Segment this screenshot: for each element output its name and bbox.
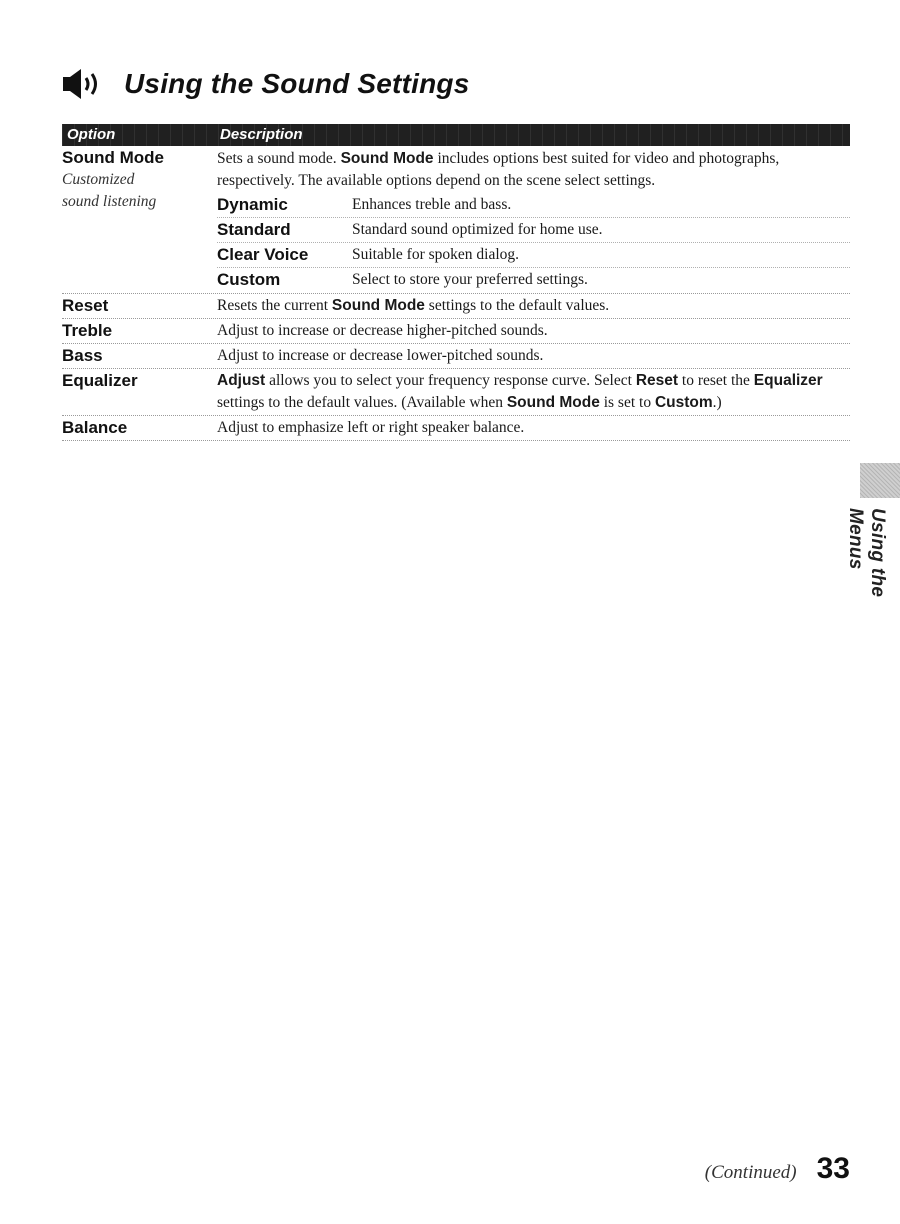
description-text: Adjust to increase or decrease higher-pitched sounds. [217, 322, 548, 339]
sub-option-desc: Standard sound optimized for home use. [352, 221, 603, 238]
option-label: Bass [62, 346, 103, 365]
sub-option-desc: Enhances treble and bass. [352, 196, 512, 213]
keyword: Sound Mode [340, 150, 434, 167]
sub-option-name: Dynamic [217, 195, 288, 214]
description-text: settings to the default values. (Available when [217, 394, 503, 411]
option-label: Sound Mode [62, 148, 164, 167]
option-label: Treble [62, 321, 113, 340]
page-header [62, 64, 469, 104]
description-cell [217, 294, 850, 318]
option-label: Reset [62, 296, 109, 315]
sound-settings-table [62, 124, 850, 441]
description-text: includes options best suited for video and photographs, respectively. The available options depend on the scene select settings. [217, 150, 780, 189]
description-cell [217, 369, 850, 415]
sub-option-name: Clear Voice [217, 245, 309, 264]
header-description: Description [220, 126, 303, 143]
sub-option-name: Custom [217, 270, 281, 289]
table-row-reset [62, 294, 850, 319]
sub-row-clear-voice [217, 242, 850, 267]
description-text: allows you to select your frequency response curve. Select [269, 372, 632, 389]
keyword: Sound Mode [331, 297, 425, 314]
option-label: Equalizer [62, 371, 138, 390]
speaker-icon [62, 66, 104, 102]
description-text: to reset the [681, 372, 750, 389]
page-footer [705, 1152, 850, 1186]
continued-label: (Continued) [704, 1162, 797, 1183]
keyword: Equalizer [753, 372, 823, 389]
description-text: Resets the current [217, 297, 329, 314]
description-cell [217, 319, 850, 343]
description-text: Adjust to emphasize left or right speaker balance. [217, 419, 525, 436]
description-cell [217, 344, 850, 368]
sound-mode-options [217, 193, 850, 292]
table-row-equalizer [62, 369, 850, 416]
page-title: Using the Sound Settings [124, 68, 470, 99]
keyword: Reset [635, 372, 679, 389]
keyword: Custom [654, 394, 713, 411]
description-text: is set to [603, 394, 652, 411]
description-cell [217, 416, 850, 440]
sub-row-custom [217, 267, 850, 292]
header-option: Option [67, 126, 116, 143]
table-row-bass [62, 344, 850, 369]
option-subtitle: Customized [62, 171, 135, 188]
sub-option-desc: Select to store your preferred settings. [352, 271, 588, 288]
side-tab-label: Using the Menus [845, 508, 888, 598]
page-number: 33 [816, 1152, 850, 1185]
option-subtitle: sound listening [62, 193, 157, 210]
table-row-sound-mode [62, 146, 850, 294]
description-text: settings to the default values. [428, 297, 610, 314]
table-header [62, 124, 850, 146]
description-text: .) [712, 394, 722, 411]
side-tab-marker [860, 463, 900, 498]
description-text: Sets a sound mode. [217, 150, 337, 167]
keyword: Adjust [217, 372, 266, 389]
sub-option-name: Standard [217, 220, 291, 239]
keyword: Sound Mode [506, 394, 600, 411]
description-text: Adjust to increase or decrease lower-pitched sounds. [217, 347, 544, 364]
sub-row-standard [217, 217, 850, 242]
description-cell [217, 147, 850, 293]
sub-option-desc: Suitable for spoken dialog. [352, 246, 520, 263]
option-label: Balance [62, 418, 128, 437]
table-row-balance [62, 416, 850, 441]
table-row-treble [62, 319, 850, 344]
sub-row-dynamic [217, 193, 850, 217]
